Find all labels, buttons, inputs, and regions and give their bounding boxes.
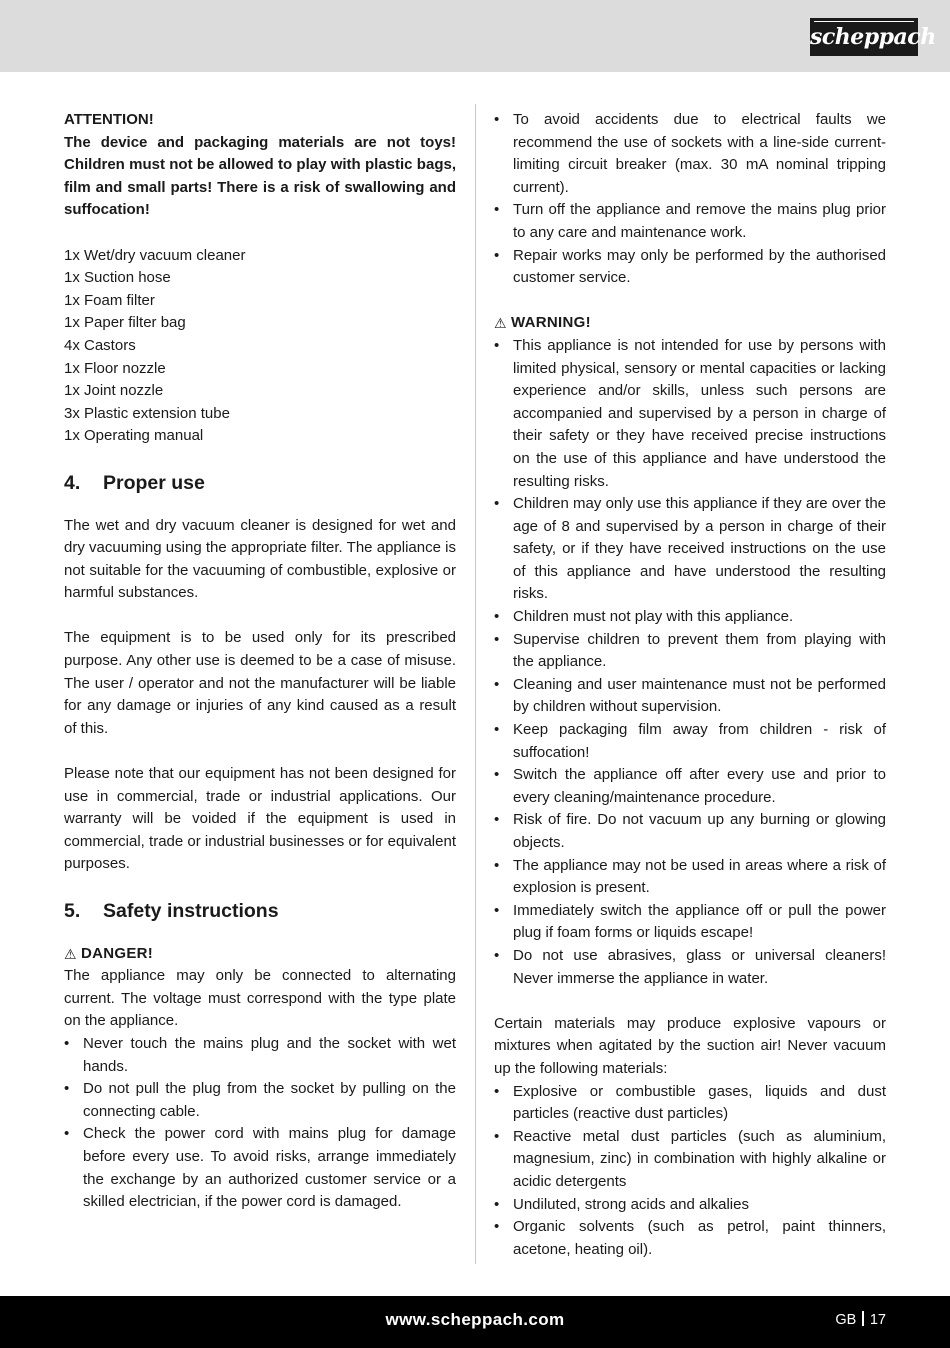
list-item: 4x Castors <box>64 336 136 354</box>
paragraph: The wet and dry vacuum cleaner is designed for wet and dry vacuuming using the appropriate filter. The appliance is not suitable for the vacuuming of combustible, explosive or harmful substances. <box>64 516 456 602</box>
list-item: • To avoid accidents due to electrical faults we recommend the use of sockets with a line-side current-limiting circuit breaker (max. 30 mA nominal tripping current). <box>494 109 886 199</box>
section-title: Proper use <box>103 471 205 494</box>
header-band <box>0 0 950 72</box>
list-item: • Immediately switch the appliance off or pull the power plug if foam forms or liquids escape! <box>494 900 886 945</box>
warning-bullet-list <box>494 335 886 990</box>
materials-intro: Certain materials may produce explosive vapours or mixtures when agitated by the suction air! Never vacuum up the following materials: <box>494 1014 886 1077</box>
list-item: • Turn off the appliance and remove the mains plug prior to any care and maintenance work. <box>494 199 886 244</box>
list-item: 1x Operating manual <box>64 427 204 445</box>
list-item: • Do not use abrasives, glass or universal cleaners! Never immerse the appliance in water. <box>494 945 886 990</box>
list-item: • Switch the appliance off after every use and prior to every cleaning/maintenance procedure. <box>494 764 886 809</box>
list-item: 1x Joint nozzle <box>64 382 164 400</box>
list-item: • Do not pull the plug from the socket by pulling on the connecting cable. <box>64 1078 456 1123</box>
list-item: 1x Paper filter bag <box>64 314 186 332</box>
electrical-bullet-list <box>494 109 886 290</box>
danger-bullet-list <box>64 1033 456 1214</box>
paragraph: The equipment is to be used only for its prescribed purpose. Any other use is deemed to be a case of misuse. The user / operator and not the manufacturer will be liable for any damage or injuries of any kind caused as a result of this. <box>64 629 456 737</box>
website-link[interactable]: www.scheppach.com <box>385 1310 565 1329</box>
left-column <box>64 109 456 1214</box>
section-number: 5. <box>64 899 81 922</box>
list-item: 1x Wet/dry vacuum cleaner <box>64 246 246 264</box>
attention-text: The device and packaging materials are not toys! Children must not be allowed to play with plastic bags, film and small parts! There is a risk of swallowing and suffocation! <box>64 133 456 219</box>
list-item: • Children must not play with this appliance. <box>494 606 886 629</box>
list-item: • Repair works may only be performed by the authorised customer service. <box>494 245 886 290</box>
list-item: 3x Plastic extension tube <box>64 404 230 422</box>
list-item: • Explosive or combustible gases, liquids and dust particles (reactive dust particles) <box>494 1081 886 1126</box>
list-item: • Children may only use this appliance if they are over the age of 8 and supervised by a person in charge of their safety, or if they have received instructions on the use of this appliance and have understood the resulting risks. <box>494 493 886 606</box>
attention-title: ATTENTION! <box>64 111 154 128</box>
list-item: • The appliance may not be used in areas where a risk of explosion is present. <box>494 855 886 900</box>
page-number: 17 <box>869 1312 886 1328</box>
list-item: • Never touch the mains plug and the socket with wet hands. <box>64 1033 456 1078</box>
list-item: 1x Floor nozzle <box>64 359 166 377</box>
danger-text: The appliance may only be connected to alternating current. The voltage must correspond with the type plate on the appliance. <box>64 967 456 1030</box>
warning-title: WARNING! <box>511 314 591 332</box>
list-item: • Reactive metal dust particles (such as aluminium, magnesium, zinc) in combination with highly alkaline or acidic detergents <box>494 1126 886 1194</box>
page-separator <box>862 1311 864 1326</box>
warning-triangle-icon: ⚠ <box>64 945 77 962</box>
page-indicator <box>835 1311 886 1328</box>
section-title: Safety instructions <box>103 899 279 922</box>
materials-bullet-list <box>494 1081 886 1262</box>
warning-heading <box>494 312 886 335</box>
list-item: • Organic solvents (such as petrol, paint thinners, acetone, heating oil). <box>494 1216 886 1261</box>
list-item: • Supervise children to prevent them from playing with the appliance. <box>494 629 886 674</box>
list-item: • Keep packaging film away from children - risk of suffocation! <box>494 719 886 764</box>
danger-title: DANGER! <box>81 944 154 962</box>
paragraph: Please note that our equipment has not been designed for use in commercial, trade or industrial applications. Our warranty will be voided if the equipment is used in commercial, trade or industrial businesses or for equivalent purposes. <box>64 765 456 873</box>
list-item: • This appliance is not intended for use by persons with limited physical, sensory or mental capacities or lacking experience and/or skills, unless such persons are accompanied and supervised by a person in charge of their safety or they have received precise instructions on the use of this appliance and have understood the resulting risks. <box>494 335 886 493</box>
warning-triangle-icon: ⚠ <box>494 315 507 332</box>
delivery-contents-list <box>64 245 456 448</box>
danger-heading <box>64 943 456 966</box>
list-item: • Check the power cord with mains plug for damage before every use. To avoid risks, arrange immediately the exchange by an authorized customer service or a skilled electrician, if the power cord is damaged. <box>64 1123 456 1213</box>
list-item: • Undiluted, strong acids and alkalies <box>494 1194 886 1217</box>
scheppach-logo: scheppach <box>810 18 918 56</box>
column-divider <box>475 104 476 1264</box>
list-item: 1x Foam filter <box>64 291 155 309</box>
section-heading-proper-use <box>64 471 456 495</box>
right-column <box>494 109 886 1261</box>
section-heading-safety <box>64 899 456 923</box>
footer-bar <box>0 1296 950 1348</box>
language-code: GB <box>835 1312 857 1328</box>
list-item: • Risk of fire. Do not vacuum up any burning or glowing objects. <box>494 809 886 854</box>
section-number: 4. <box>64 471 81 494</box>
attention-notice <box>64 109 456 222</box>
list-item: 1x Suction hose <box>64 269 171 287</box>
list-item: • Cleaning and user maintenance must not be performed by children without supervision. <box>494 674 886 719</box>
